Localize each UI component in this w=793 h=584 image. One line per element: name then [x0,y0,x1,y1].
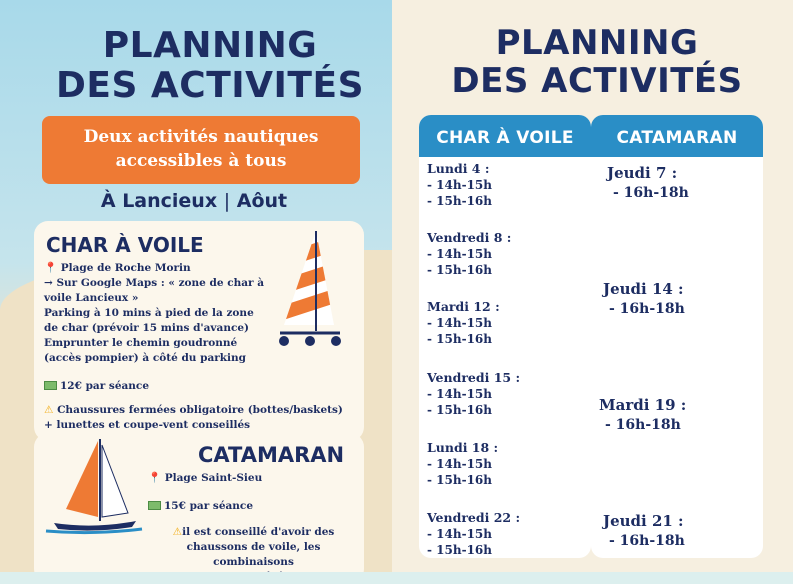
char-day-5-slot-2: - 15h-16h [427,473,492,487]
char-a-voile-schedule-column [419,115,591,558]
month-text: Aôut [236,190,288,212]
char-day-6-slot-1: - 14h-15h [427,527,492,541]
cash-icon [148,501,161,510]
right-title-line2: DES ACTIVITÉS [451,61,743,101]
char-price: 12€ par séance [60,380,150,392]
warning-icon: ⚠ [172,526,183,538]
char-warning-line1: Chaussures fermées obligatoire (bottes/baskets) [57,404,343,416]
char-day-5-slot-1: - 14h-15h [427,457,492,471]
pin-icon: 📍 [148,472,162,484]
subtitle-banner [42,116,360,184]
subtitle-line1: Deux activités nautiques [83,127,319,147]
cata-day-3 [599,395,686,435]
left-title-line1: PLANNING [102,25,318,66]
char-a-voile-details [44,261,284,366]
subtitle-line2: accessibles à tous [115,151,287,171]
char-day-2-slot-2: - 15h-16h [427,263,492,277]
cata-warning-line2: chaussons de voile, les combinaisons [186,541,321,568]
cata-location-row [148,471,262,486]
char-day-4-slot-2: - 15h-16h [427,403,492,417]
cata-day-4 [603,511,685,551]
char-maps-line2: voile Lancieux » [44,292,139,304]
char-day-2 [427,230,511,278]
separator: | [223,190,231,212]
cata-day-4-label: Jeudi 21 : [603,512,684,530]
cata-price: 15€ par séance [164,500,254,512]
char-a-voile-heading: CHAR À VOILE [46,233,204,257]
char-day-1-slot-2: - 15h-16h [427,194,492,208]
bottom-strip [0,572,793,584]
char-day-4 [427,370,520,418]
char-day-5-label: Lundi 18 : [427,440,499,455]
char-day-5 [427,440,498,488]
cata-warning-line1: il est conseillé d'avoir des [182,526,335,538]
char-path-line2: (accès pompier) à côté du parking [44,352,247,364]
char-warning-line2: + lunettes et coupe-vent conseillés [44,419,251,431]
left-title-line2: DES ACTIVITÉS [56,65,364,106]
char-day-4-label: Vendredi 15 : [427,370,521,385]
cata-day-2-slot: - 16h-18h [609,301,685,317]
char-location: Plage de Roche Morin [60,262,191,274]
char-day-6-label: Vendredi 22 : [427,510,521,525]
cata-day-3-slot: - 16h-18h [605,417,681,433]
catamaran-icon [44,437,144,537]
right-title [402,24,792,100]
location-text: À Lancieux [100,190,218,212]
cata-day-2 [603,279,685,319]
cata-day-2-label: Jeudi 14 : [603,280,684,298]
char-parking-line1: Parking à 10 mins à pied de la zone [44,307,254,319]
char-day-3-slot-1: - 14h-15h [427,316,492,330]
warning-icon: ⚠ [44,404,54,416]
char-day-3-label: Mardi 12 : [427,299,500,314]
char-price-row [44,379,149,394]
left-panel [0,0,392,584]
char-day-3 [427,299,500,347]
char-day-4-slot-1: - 14h-15h [427,387,492,401]
char-maps-line1: → Sur Google Maps : « zone de char à [44,277,265,289]
cata-price-row [148,499,253,514]
char-location-row [44,261,284,276]
char-day-3-slot-2: - 15h-16h [427,332,492,346]
cata-day-1-slot: - 16h-18h [613,185,689,201]
char-day-1-label: Lundi 4 : [427,161,490,176]
char-warning [44,403,364,433]
cata-day-3-label: Mardi 19 : [599,396,687,414]
cata-day-1-label: Jeudi 7 : [607,164,678,182]
char-day-2-slot-1: - 14h-15h [427,247,492,261]
catamaran-card [34,433,364,583]
char-parking-line2: de char (prévoir 15 mins d'avance) [44,322,250,334]
char-day-2-label: Vendredi 8 : [427,230,512,245]
char-day-1 [427,161,492,209]
location-month [44,190,344,212]
char-a-voile-column-header: CHAR À VOILE [419,115,591,157]
catamaran-column-header: CATAMARAN [591,115,763,157]
catamaran-schedule-column [591,115,763,558]
cata-day-1 [607,163,689,203]
right-title-line1: PLANNING [495,23,699,63]
left-title [0,26,392,106]
cata-location: Plage Saint-Sieu [164,472,263,484]
char-day-6 [427,510,520,558]
pin-icon: 📍 [44,262,58,274]
cash-icon [44,381,57,390]
char-path-line1: Emprunter le chemin goudronné [44,337,238,349]
char-day-1-slot-1: - 14h-15h [427,178,492,192]
catamaran-heading: CATAMARAN [198,443,345,467]
cata-day-4-slot: - 16h-18h [609,533,685,549]
char-day-6-slot-2: - 15h-16h [427,543,492,557]
char-a-voile-card [34,221,364,441]
